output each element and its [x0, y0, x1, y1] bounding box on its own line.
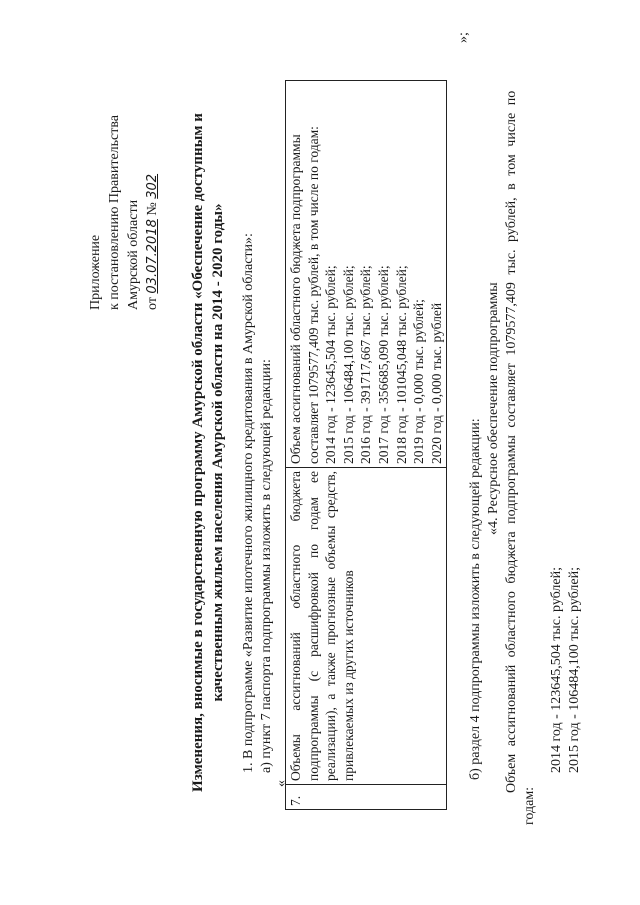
appendix-region: Амурской области [126, 199, 141, 310]
section-4-years [548, 567, 584, 773]
close-quote: »; [456, 32, 471, 43]
passport-table [285, 80, 447, 810]
row-number: 7. [286, 785, 447, 810]
section-1 [240, 233, 276, 773]
open-quote: « [274, 780, 289, 787]
appendix-date-line [143, 115, 162, 310]
row-value [286, 81, 447, 468]
appendix-block [86, 115, 162, 310]
value-line: 2014 год - 123645,504 тыс. рублей; [323, 265, 339, 464]
section-4-heading: «4. Ресурсное обеспечение подпрограммы [486, 282, 501, 535]
section-1-heading: 1. В подпрограмме «Развитие ипотечного жилищного кредитования в Амурской области»: [241, 233, 256, 773]
section-4-paragraph-2: годам: [522, 786, 537, 825]
date-value: 03.07.2018 [145, 219, 160, 294]
section-1-item-a: а) пункт 7 паспорта подпрограммы изложить в следующей редакции: [259, 359, 274, 773]
value-line: 2015 год - 106484,100 тыс. рублей; [340, 265, 356, 464]
value-line: 2017 год - 356685,090 тыс. рублей; [375, 265, 391, 464]
value-line: 2020 год - 0,000 тыс. рублей [428, 302, 444, 464]
value-line: 2018 год - 101045,048 тыс. рублей; [393, 265, 409, 464]
title-line-2: качественным жильем населения Амурской области на 2014 - 2020 годы» [210, 203, 226, 702]
section-4-paragraph-1: Объем ассигнований областного бюджета подпрограммы составляет 1079577,409 тыс. рублей, в том числе по [504, 90, 519, 793]
section-b-item: б) раздел 4 подпрограммы изложить в следующей редакции: [468, 418, 483, 780]
number-prefix: № [145, 202, 160, 216]
number-value: 302 [145, 173, 160, 199]
year-line: 2015 год - 106484,100 тыс. рублей; [567, 566, 582, 773]
title-line-1: Изменения, вносимые в государственную программу Амурской области «Обеспечение доступным и [190, 113, 206, 792]
row-label: Объемы ассигнований областного бюджета подпрограммы (с расшифровкой по годам ее реализации), а также прогнозные объемы средств, привлекаемых из других источников [286, 468, 447, 785]
value-line: составляет 1079577,409 тыс. рублей, в том числе по годам: [305, 126, 321, 464]
value-line: 2016 год - 391717,667 тыс. рублей; [358, 265, 374, 464]
appendix-title: Приложение [88, 234, 103, 310]
document-title [188, 0, 228, 905]
value-line: 2019 год - 0,000 тыс. рублей; [411, 299, 427, 464]
value-line: Объем ассигнований областного бюджета подпрограммы [288, 134, 303, 464]
appendix-resolution: к постановлению Правительства [107, 114, 122, 310]
table-row [286, 81, 447, 810]
date-prefix: от [145, 297, 160, 310]
year-line: 2014 год - 123645,504 тыс. рублей; [549, 566, 564, 773]
